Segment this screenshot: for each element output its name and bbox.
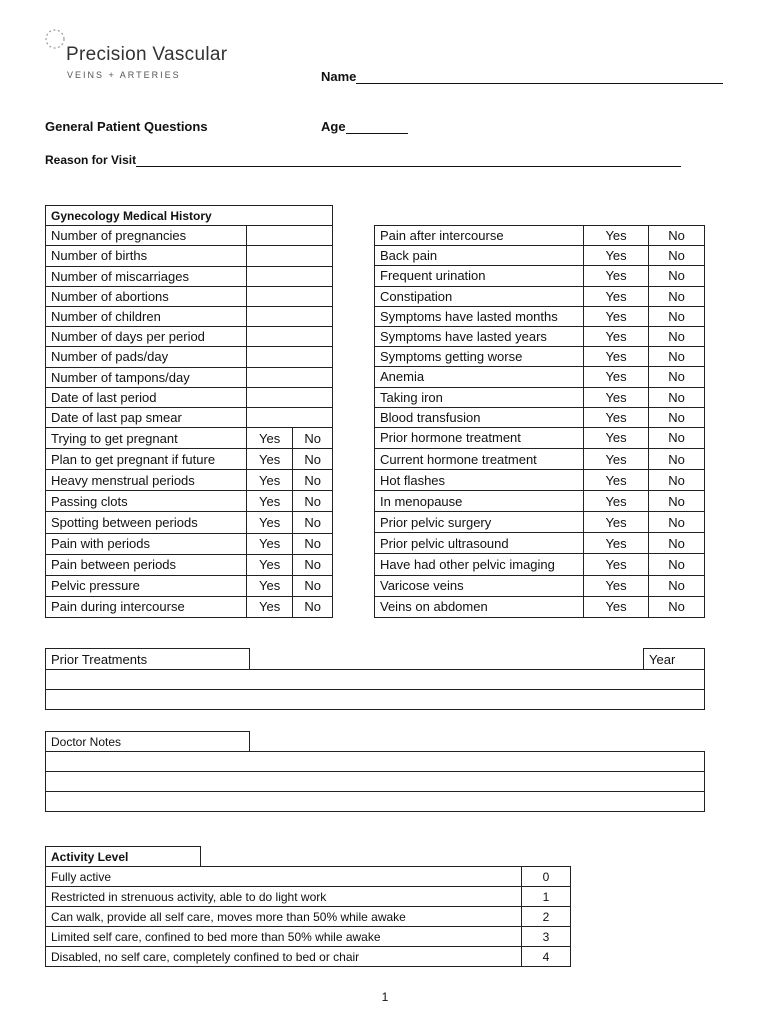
table-row: [375, 407, 705, 427]
yes-option[interactable]: Yes: [584, 491, 649, 512]
symptom-label: Taking iron: [375, 387, 584, 407]
gyn-item-label: Date of last period: [46, 387, 247, 407]
activity-description: Restricted in strenuous activity, able to do light work: [46, 887, 522, 907]
yes-option[interactable]: Yes: [247, 428, 293, 449]
no-option[interactable]: No: [649, 367, 705, 387]
table-row: [375, 448, 705, 469]
prior-treatments-table: [45, 648, 705, 710]
symptom-label: Frequent urination: [375, 266, 584, 286]
year-label: Year: [644, 649, 705, 670]
yes-option[interactable]: Yes: [584, 367, 649, 387]
doctor-notes-line[interactable]: [46, 772, 705, 792]
gyn-item-answer[interactable]: [247, 407, 333, 427]
activity-title: Activity Level: [46, 847, 201, 867]
yes-option[interactable]: Yes: [247, 533, 293, 554]
gyn-item-label: Plan to get pregnant if future: [46, 449, 247, 470]
gyn-item-answer[interactable]: [247, 266, 333, 286]
yes-option[interactable]: Yes: [247, 512, 293, 533]
table-row: [375, 554, 705, 575]
page-number: 1: [381, 990, 389, 1004]
gyn-item-label: Number of miscarriages: [46, 266, 247, 286]
table-row: [375, 512, 705, 533]
prior-treatments-label: Prior Treatments: [46, 649, 250, 670]
reason-label: Reason for Visit: [45, 153, 137, 167]
gyn-item-label: Number of pregnancies: [46, 226, 247, 246]
gyn-title: Gynecology Medical History: [46, 206, 333, 226]
symptom-label: Anemia: [375, 367, 584, 387]
symptom-label: Blood transfusion: [375, 407, 584, 427]
table-row: [46, 947, 571, 967]
gyn-item-label: Pain during intercourse: [46, 596, 247, 617]
table-row: [46, 575, 333, 596]
no-option[interactable]: No: [649, 266, 705, 286]
table-row: [46, 347, 333, 367]
table-row: [46, 226, 333, 246]
yes-option[interactable]: Yes: [584, 286, 649, 306]
no-option[interactable]: No: [293, 596, 333, 617]
symptom-label: Constipation: [375, 286, 584, 306]
table-row: [46, 867, 571, 887]
yes-option[interactable]: Yes: [584, 470, 649, 491]
yes-option[interactable]: Yes: [584, 326, 649, 346]
gyn-item-answer[interactable]: [247, 306, 333, 326]
yes-option[interactable]: Yes: [584, 512, 649, 533]
gyn-item-answer[interactable]: [247, 246, 333, 266]
symptom-label: Symptoms have lasted years: [375, 326, 584, 346]
gyn-item-label: Pain with periods: [46, 533, 247, 554]
no-option[interactable]: No: [649, 306, 705, 326]
no-option[interactable]: No: [293, 449, 333, 470]
activity-description: Fully active: [46, 867, 522, 887]
yes-option[interactable]: Yes: [584, 554, 649, 575]
table-row: [46, 887, 571, 907]
yes-option[interactable]: Yes: [584, 306, 649, 326]
table-row: [375, 575, 705, 596]
gyn-item-label: Heavy menstrual periods: [46, 470, 247, 491]
no-option[interactable]: No: [649, 448, 705, 469]
no-option[interactable]: No: [649, 491, 705, 512]
no-option[interactable]: No: [293, 491, 333, 512]
no-option[interactable]: No: [293, 533, 333, 554]
no-option[interactable]: No: [649, 575, 705, 596]
table-row: [46, 367, 333, 387]
yes-option[interactable]: Yes: [584, 266, 649, 286]
gyn-count-rows: [46, 226, 333, 428]
symptom-label: Prior pelvic surgery: [375, 512, 584, 533]
table-row: [46, 306, 333, 326]
prior-treatment-entry[interactable]: [46, 670, 705, 690]
no-option[interactable]: No: [293, 512, 333, 533]
activity-score[interactable]: 4: [522, 947, 571, 967]
gynecology-table: [45, 205, 333, 618]
yes-option[interactable]: Yes: [584, 387, 649, 407]
logo-subtitle: VEINS + ARTERIES: [67, 70, 181, 80]
table-row: [46, 907, 571, 927]
symptom-rows: [375, 226, 705, 618]
table-row: [46, 596, 333, 617]
table-row: [375, 266, 705, 286]
yes-option[interactable]: Yes: [584, 575, 649, 596]
table-row: [46, 246, 333, 266]
symptom-label: Symptoms getting worse: [375, 347, 584, 367]
table-row: [375, 367, 705, 387]
yes-option[interactable]: Yes: [584, 226, 649, 246]
gyn-item-answer[interactable]: [247, 327, 333, 347]
gyn-item-answer[interactable]: [247, 367, 333, 387]
reason-field[interactable]: [45, 153, 681, 167]
table-row: [46, 387, 333, 407]
yes-option[interactable]: Yes: [247, 449, 293, 470]
gyn-item-label: Spotting between periods: [46, 512, 247, 533]
gyn-item-label: Date of last pap smear: [46, 407, 247, 427]
table-row: [46, 470, 333, 491]
no-option[interactable]: No: [649, 533, 705, 554]
symptom-label: Veins on abdomen: [375, 596, 584, 617]
table-row: [46, 286, 333, 306]
no-option[interactable]: No: [649, 226, 705, 246]
no-option[interactable]: No: [649, 427, 705, 448]
table-row: [375, 306, 705, 326]
table-row: [375, 286, 705, 306]
section-title: General Patient Questions: [45, 119, 208, 134]
symptom-label: Hot flashes: [375, 470, 584, 491]
yes-option[interactable]: Yes: [584, 347, 649, 367]
table-row: [375, 533, 705, 554]
no-option[interactable]: No: [649, 554, 705, 575]
yes-option[interactable]: Yes: [584, 533, 649, 554]
table-row: [375, 326, 705, 346]
no-option[interactable]: No: [293, 575, 333, 596]
name-label: Name: [321, 69, 357, 84]
no-option[interactable]: No: [293, 554, 333, 575]
no-option[interactable]: No: [649, 326, 705, 346]
gyn-yesno-rows: [46, 428, 333, 618]
yes-option[interactable]: Yes: [584, 448, 649, 469]
doctor-notes-table: [45, 731, 705, 812]
table-row: [46, 927, 571, 947]
symptom-label: Prior pelvic ultrasound: [375, 533, 584, 554]
table-row: [375, 491, 705, 512]
symptom-label: Back pain: [375, 246, 584, 266]
activity-level-table: [45, 846, 571, 967]
gyn-item-label: Number of days per period: [46, 327, 247, 347]
yes-option[interactable]: Yes: [584, 246, 649, 266]
no-option[interactable]: No: [649, 286, 705, 306]
symptom-label: Have had other pelvic imaging: [375, 554, 584, 575]
activity-score[interactable]: 3: [522, 927, 571, 947]
gyn-item-label: Number of tampons/day: [46, 367, 247, 387]
name-field[interactable]: [321, 69, 723, 84]
yes-option[interactable]: Yes: [584, 427, 649, 448]
doctor-notes-line[interactable]: [46, 752, 705, 772]
symptom-label: In menopause: [375, 491, 584, 512]
gyn-item-label: Pelvic pressure: [46, 575, 247, 596]
table-row: [46, 554, 333, 575]
activity-description: Can walk, provide all self care, moves more than 50% while awake: [46, 907, 522, 927]
table-row: [375, 470, 705, 491]
table-row: [375, 347, 705, 367]
gyn-item-label: Number of children: [46, 306, 247, 326]
gyn-item-label: Number of abortions: [46, 286, 247, 306]
yes-option[interactable]: Yes: [247, 575, 293, 596]
table-row: [46, 449, 333, 470]
table-row: [46, 512, 333, 533]
symptom-label: Current hormone treatment: [375, 448, 584, 469]
no-option[interactable]: No: [649, 387, 705, 407]
yes-option[interactable]: Yes: [247, 554, 293, 575]
prior-treatment-entry[interactable]: [46, 690, 705, 710]
gyn-item-label: Passing clots: [46, 491, 247, 512]
table-row: [46, 266, 333, 286]
table-row: [46, 327, 333, 347]
table-row: [46, 491, 333, 512]
gyn-item-label: Number of pads/day: [46, 347, 247, 367]
no-option[interactable]: No: [649, 596, 705, 617]
yes-option[interactable]: Yes: [247, 596, 293, 617]
no-option[interactable]: No: [649, 407, 705, 427]
age-label: Age: [321, 119, 346, 134]
symptom-label: Symptoms have lasted months: [375, 306, 584, 326]
activity-score[interactable]: 1: [522, 887, 571, 907]
activity-rows: [46, 867, 571, 967]
table-row: [375, 226, 705, 246]
gyn-item-label: Number of births: [46, 246, 247, 266]
logo-title: Precision Vascular: [66, 44, 228, 65]
gyn-item-answer[interactable]: [247, 387, 333, 407]
table-row: [375, 387, 705, 407]
gyn-item-answer[interactable]: [247, 226, 333, 246]
logo-icon: [42, 26, 68, 52]
table-row: [46, 407, 333, 427]
activity-score[interactable]: 2: [522, 907, 571, 927]
table-row: [46, 533, 333, 554]
no-option[interactable]: No: [649, 347, 705, 367]
gyn-item-answer[interactable]: [247, 347, 333, 367]
yes-option[interactable]: Yes: [584, 596, 649, 617]
gyn-item-label: Trying to get pregnant: [46, 428, 247, 449]
no-option[interactable]: No: [649, 470, 705, 491]
symptom-label: Varicose veins: [375, 575, 584, 596]
no-option[interactable]: No: [293, 470, 333, 491]
age-field[interactable]: [321, 119, 408, 134]
table-row: [375, 246, 705, 266]
symptoms-table: [374, 225, 705, 618]
activity-description: Limited self care, confined to bed more than 50% while awake: [46, 927, 522, 947]
symptom-label: Pain after intercourse: [375, 226, 584, 246]
symptom-label: Prior hormone treatment: [375, 427, 584, 448]
no-option[interactable]: No: [649, 246, 705, 266]
yes-option[interactable]: Yes: [247, 491, 293, 512]
gyn-item-answer[interactable]: [247, 286, 333, 306]
no-option[interactable]: No: [649, 512, 705, 533]
yes-option[interactable]: Yes: [247, 470, 293, 491]
no-option[interactable]: No: [293, 428, 333, 449]
doctor-notes-label: Doctor Notes: [46, 732, 250, 752]
table-row: [375, 427, 705, 448]
table-row: [46, 428, 333, 449]
table-row: [375, 596, 705, 617]
doctor-notes-line[interactable]: [46, 792, 705, 812]
activity-description: Disabled, no self care, completely confined to bed or chair: [46, 947, 522, 967]
gyn-item-label: Pain between periods: [46, 554, 247, 575]
activity-score[interactable]: 0: [522, 867, 571, 887]
yes-option[interactable]: Yes: [584, 407, 649, 427]
